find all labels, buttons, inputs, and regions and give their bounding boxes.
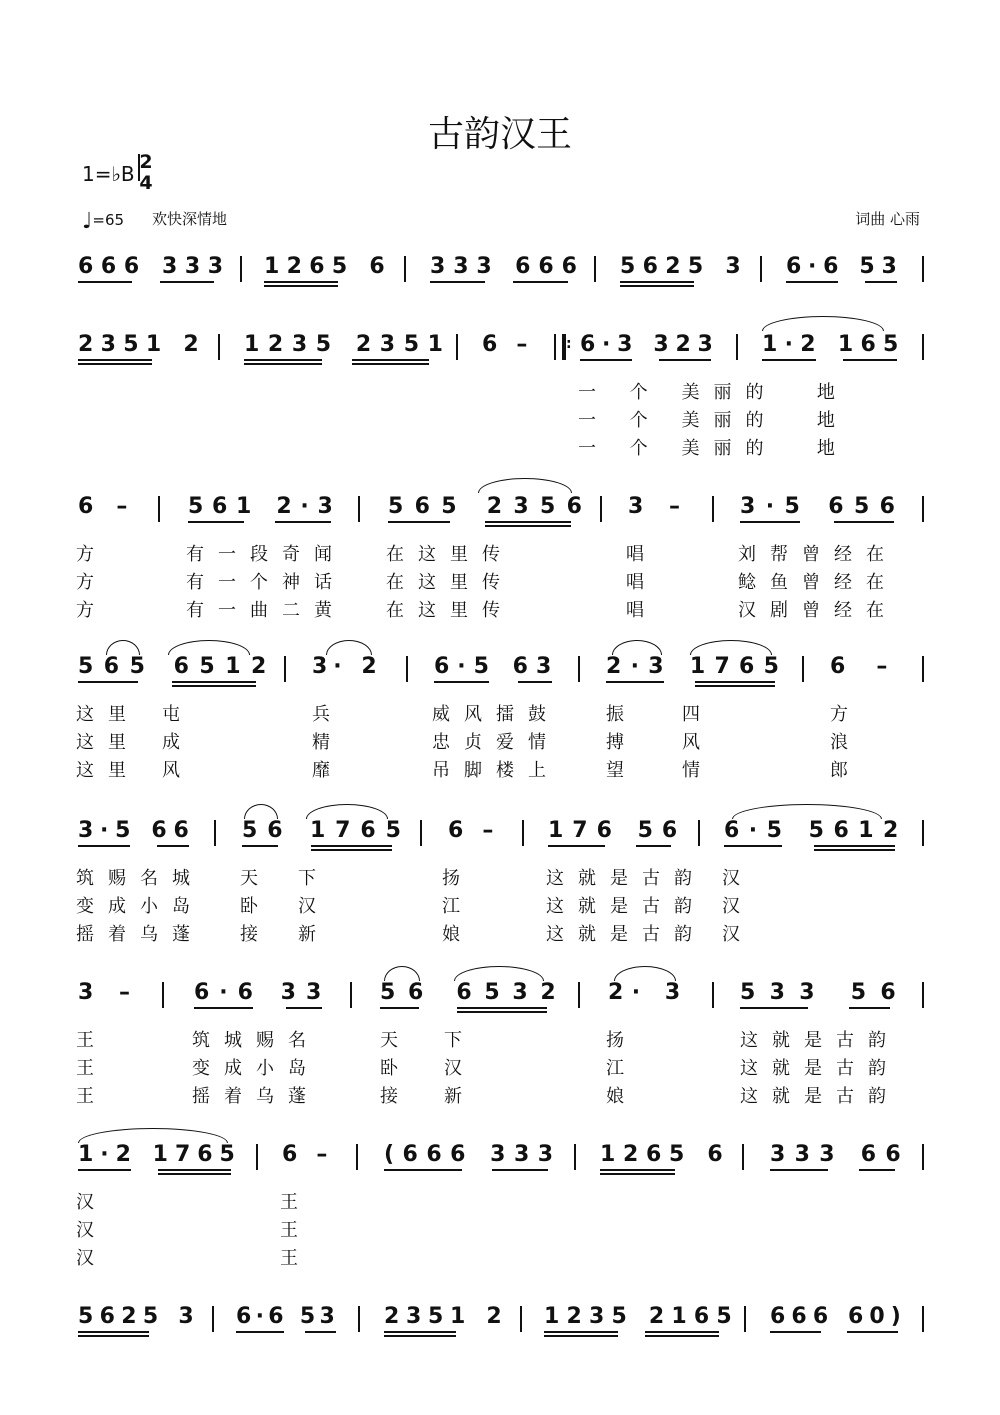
- lyric-word: 汉: [722, 924, 754, 945]
- barline: [522, 820, 524, 846]
- beam-line: [78, 1331, 149, 1333]
- measure: 6 –: [830, 654, 900, 679]
- slur-mark: [306, 804, 388, 819]
- notation-row: [0, 332, 1000, 366]
- beam-line: [311, 849, 393, 851]
- lyric-word: 在这里传: [386, 544, 514, 565]
- slur-mark: [762, 316, 884, 331]
- measure: 5625 3: [78, 1304, 200, 1329]
- lyric-word: 风: [162, 760, 194, 781]
- lyric-word: 汉: [76, 1220, 108, 1241]
- lyric-word: 方: [76, 544, 108, 565]
- barline: [350, 982, 352, 1008]
- measure: (666 333: [384, 1142, 562, 1167]
- notation-row: [0, 1304, 1000, 1338]
- barline: [158, 496, 160, 522]
- barline: [760, 256, 762, 282]
- beam-line: [695, 681, 775, 683]
- notation-row: [0, 254, 1000, 288]
- barline: [712, 496, 714, 522]
- beam-line: [172, 685, 256, 687]
- barline: [922, 256, 924, 282]
- measure: 6·5 63: [434, 654, 560, 679]
- slur-mark: [384, 966, 420, 981]
- slur-mark: [326, 640, 372, 655]
- barline: [574, 1144, 576, 1170]
- beam-line: [275, 521, 331, 523]
- slur-mark: [612, 640, 662, 655]
- measure: 6·6 33: [194, 980, 332, 1005]
- beam-line: [78, 363, 152, 365]
- beam-line: [847, 1331, 898, 1333]
- slur-mark: [690, 640, 772, 655]
- lyric-word: 有一段奇闻: [186, 544, 346, 565]
- beam-line: [158, 1169, 231, 1171]
- slur-mark: [454, 966, 544, 981]
- time-signature: [136, 152, 156, 194]
- measure: 2·3 1765: [606, 654, 789, 679]
- barline: [212, 1306, 214, 1332]
- lyric-word: 变成小岛: [76, 896, 204, 917]
- lyric-word: 望: [606, 760, 638, 781]
- tempo-value: =65: [92, 211, 125, 229]
- lyric-word: 风: [682, 732, 714, 753]
- measure: 5625 3: [620, 254, 748, 279]
- lyric-word: 汉: [722, 868, 754, 889]
- measure: 666 60): [770, 1304, 907, 1329]
- lyric-word: 汉: [76, 1192, 108, 1213]
- lyric-word: 筑赐名城: [76, 868, 204, 889]
- lyric-word: 王: [76, 1058, 108, 1079]
- beam-line: [600, 1169, 675, 1171]
- measure: 565 2356: [388, 494, 594, 519]
- slur-mark: [732, 804, 882, 819]
- lyric-word: 接: [380, 1086, 412, 1107]
- lyric-word: 刘帮曾经在: [738, 544, 898, 565]
- beam-line: [78, 845, 130, 847]
- beam-line: [78, 281, 132, 283]
- time-signature-top: 2: [139, 151, 153, 173]
- beam-line: [236, 1331, 284, 1333]
- beam-line: [695, 685, 775, 687]
- beam-line: [157, 845, 190, 847]
- lyric-word: 有一曲二黄: [186, 600, 346, 621]
- beam-line: [620, 285, 694, 287]
- lyric-word: 卧: [240, 896, 272, 917]
- lyric-word: 下: [444, 1030, 476, 1051]
- lyric-word: 唱: [626, 600, 658, 621]
- barline: [744, 1306, 746, 1332]
- barline: [214, 820, 216, 846]
- lyric-word: 新: [444, 1086, 476, 1107]
- measure: 1235 2351: [244, 332, 452, 357]
- measure: 1·2 1765: [78, 1142, 242, 1167]
- beam-line: [311, 845, 393, 847]
- barline: [578, 982, 580, 1008]
- measure: 6·3 323: [580, 332, 720, 357]
- lyric-word: 变成小岛: [192, 1058, 320, 1079]
- lyric-word: 这就是古韵: [740, 1058, 900, 1079]
- beam-line: [770, 1169, 828, 1171]
- expression-marking: 欢快深情地: [152, 210, 228, 228]
- beam-line: [485, 525, 571, 527]
- lyric-word: 鲶鱼曾经在: [738, 572, 898, 593]
- slur-mark: [168, 640, 250, 655]
- barline: [802, 656, 804, 682]
- measure: 561 2·3: [188, 494, 342, 519]
- beam-line: [770, 1331, 821, 1333]
- lyric-word: 方: [830, 704, 862, 725]
- beam-line: [620, 281, 694, 283]
- notation-row: [0, 980, 1000, 1014]
- lyric-word: 汉: [722, 896, 754, 917]
- beam-line: [384, 1169, 462, 1171]
- beam-line: [78, 359, 152, 361]
- beam-line: [158, 1173, 231, 1175]
- lyric-word: 娘: [606, 1086, 638, 1107]
- barline: [922, 656, 924, 682]
- lyric-word: 这里: [76, 732, 140, 753]
- lyric-word: 郎: [830, 760, 862, 781]
- measure: 1265 6: [264, 254, 392, 279]
- barline: [240, 256, 242, 282]
- lyric-word: 王: [280, 1220, 312, 1241]
- lyric-word: 摇着乌蓬: [192, 1086, 320, 1107]
- beam-line: [380, 1007, 419, 1009]
- beam-line: [78, 1169, 131, 1171]
- lyric-word: 汉剧曾经在: [738, 600, 898, 621]
- measure: 3·5 656: [740, 494, 906, 519]
- beam-line: [188, 521, 244, 523]
- measure: 565 6512: [78, 654, 277, 679]
- measure: 1·2 165: [762, 332, 906, 357]
- lyric-word: 这就是古韵: [546, 868, 706, 889]
- beam-line: [849, 1007, 889, 1009]
- barline: [922, 1144, 924, 1170]
- barline: [356, 1144, 358, 1170]
- time-signature-bottom: 4: [139, 172, 153, 194]
- notation-row: [0, 818, 1000, 852]
- barline: [922, 820, 924, 846]
- beam-line: [843, 359, 897, 361]
- tempo-marking: [82, 206, 125, 234]
- slur-mark: [106, 640, 140, 655]
- lyric-word: 这里: [76, 704, 140, 725]
- lyric-word: 唱: [626, 572, 658, 593]
- lyric-word: 这里: [76, 760, 140, 781]
- lyric-word: 在这里传: [386, 572, 514, 593]
- beam-line: [430, 281, 485, 283]
- lyric-word: 王: [280, 1248, 312, 1269]
- lyric-word: 卧: [380, 1058, 412, 1079]
- lyric-word: 这就是古韵: [546, 924, 706, 945]
- barline: [218, 334, 220, 360]
- lyric-word: 新: [298, 924, 330, 945]
- beam-line: [244, 359, 322, 361]
- beam-line: [78, 1335, 149, 1337]
- beam-line: [548, 845, 605, 847]
- beam-line: [636, 845, 671, 847]
- beam-line: [264, 285, 338, 287]
- lyric-word: 屯: [162, 704, 194, 725]
- slur-mark: [78, 1128, 228, 1143]
- measure: 6 –: [282, 1142, 334, 1167]
- beam-line: [645, 1335, 719, 1337]
- measure: 6·6 53: [236, 1304, 340, 1329]
- lyric-word: 汉: [444, 1058, 476, 1079]
- beam-line: [172, 681, 256, 683]
- measure: 3· 2: [312, 654, 383, 679]
- measure: 3 –: [78, 980, 139, 1005]
- lyric-word: 扬: [442, 868, 474, 889]
- lyric-word: 唱: [626, 544, 658, 565]
- barline: [358, 1306, 360, 1332]
- lyric-word: 下: [298, 868, 330, 889]
- beam-line: [786, 281, 838, 283]
- beam-line: [865, 281, 898, 283]
- notation-row: [0, 1142, 1000, 1176]
- lyric-word: 搏: [606, 732, 638, 753]
- measure: 6·6 53: [786, 254, 904, 279]
- barline: [922, 1306, 924, 1332]
- lyric-word: 四: [682, 704, 714, 725]
- lyric-word: 天: [240, 868, 272, 889]
- beam-line: [762, 359, 816, 361]
- beam-line: [485, 521, 571, 523]
- measure: 6 –: [448, 818, 500, 843]
- measure: 533 56: [740, 980, 910, 1005]
- beam-line: [194, 1007, 253, 1009]
- measure: 2351 2: [384, 1304, 509, 1329]
- barline: [742, 1144, 744, 1170]
- lyric-word: 方: [76, 600, 108, 621]
- beam-line: [305, 1331, 335, 1333]
- notation-row: [0, 654, 1000, 688]
- beam-line: [814, 849, 895, 851]
- slur-mark: [244, 804, 278, 819]
- beam-line: [859, 1169, 894, 1171]
- lyric-word: 江: [442, 896, 474, 917]
- barline: [520, 1306, 522, 1332]
- beam-line: [544, 1335, 618, 1337]
- lyric-word: 方: [76, 572, 108, 593]
- lyric-word: 成: [162, 732, 194, 753]
- barline: [922, 496, 924, 522]
- beam-line: [78, 681, 138, 683]
- notation-row: [0, 494, 1000, 528]
- measure: 2· 3: [608, 980, 689, 1005]
- barline: [922, 982, 924, 1008]
- repeat-dot: :: [566, 336, 572, 352]
- beam-line: [457, 1007, 547, 1009]
- measure: 1265 6: [600, 1142, 731, 1167]
- measure: 6 –: [482, 332, 534, 357]
- beam-line: [244, 363, 322, 365]
- measure: 176 56: [548, 818, 687, 843]
- barline: [578, 656, 580, 682]
- barline: [358, 496, 360, 522]
- lyric-word: 在这里传: [386, 600, 514, 621]
- lyric-line: 一 个 美丽的 地: [578, 382, 849, 403]
- lyric-word: 娘: [442, 924, 474, 945]
- beam-line: [434, 681, 489, 683]
- lyric-word: 王: [280, 1192, 312, 1213]
- beam-line: [457, 1011, 547, 1013]
- beam-line: [352, 359, 430, 361]
- lyric-word: 摇着乌蓬: [76, 924, 204, 945]
- barline: [736, 334, 738, 360]
- barline: [404, 256, 406, 282]
- beam-line: [492, 1169, 548, 1171]
- barline: [698, 820, 700, 846]
- lyric-word: 有一个神话: [186, 572, 346, 593]
- measure: 333 666: [430, 254, 585, 279]
- lyric-word: 浪: [830, 732, 862, 753]
- lyric-word: 忠贞爱情: [432, 732, 560, 753]
- beam-line: [384, 1331, 456, 1333]
- beam-line: [814, 845, 895, 847]
- beam-line: [544, 1331, 618, 1333]
- barline: [922, 334, 924, 360]
- barline: [594, 256, 596, 282]
- measure: 1235 2165: [544, 1304, 739, 1329]
- beam-line: [606, 681, 664, 683]
- beam-line: [724, 845, 782, 847]
- lyric-word: 筑城赐名: [192, 1030, 320, 1051]
- lyric-word: 这就是古韵: [546, 896, 706, 917]
- measure: 666 333: [78, 254, 231, 279]
- lyric-line: 一 个 美丽的 地: [578, 410, 849, 431]
- lyric-word: 这就是古韵: [740, 1030, 900, 1051]
- barline: [420, 820, 422, 846]
- measure: 6·5 5612: [724, 818, 908, 843]
- quarter-note-icon: ♩: [82, 209, 93, 234]
- beam-line: [740, 521, 800, 523]
- key-signature: 1=♭B: [82, 162, 135, 186]
- barline: [406, 656, 408, 682]
- measure: 333 66: [770, 1142, 910, 1167]
- measure: 2351 2: [78, 332, 206, 357]
- lyric-word: 情: [682, 760, 714, 781]
- measure: 56 1765: [242, 818, 411, 843]
- lyric-word: 扬: [606, 1030, 638, 1051]
- beam-line: [645, 1331, 719, 1333]
- lyric-word: 汉: [298, 896, 330, 917]
- beam-line: [352, 363, 430, 365]
- beam-line: [740, 1007, 808, 1009]
- barline: [162, 982, 164, 1008]
- lyric-word: 振: [606, 704, 638, 725]
- lyric-word: 接: [240, 924, 272, 945]
- beam-line: [388, 521, 450, 523]
- credit-line: 词曲 心雨: [855, 210, 920, 228]
- beam-line: [518, 681, 552, 683]
- beam-line: [242, 845, 278, 847]
- barline: [712, 982, 714, 1008]
- beam-line: [384, 1335, 456, 1337]
- barline: [456, 334, 458, 360]
- slur-mark: [478, 478, 572, 493]
- beam-line: [264, 281, 338, 283]
- lyric-word: 天: [380, 1030, 412, 1051]
- lyric-word: 汉: [76, 1248, 108, 1269]
- beam-line: [160, 281, 214, 283]
- lyric-word: 王: [76, 1030, 108, 1051]
- lyric-word: 靡: [312, 760, 344, 781]
- lyric-word: 江: [606, 1058, 638, 1079]
- barline: [600, 496, 602, 522]
- lyric-word: 这就是古韵: [740, 1086, 900, 1107]
- barline: [256, 1144, 258, 1170]
- slur-mark: [614, 966, 676, 981]
- measure: 56 6532: [380, 980, 569, 1005]
- lyric-word: 吊脚楼上: [432, 760, 560, 781]
- lyric-word: 兵: [312, 704, 344, 725]
- beam-line: [580, 359, 632, 361]
- measure: 3 –: [628, 494, 689, 519]
- song-title: 古韵汉王: [427, 114, 572, 155]
- lyric-word: 王: [76, 1086, 108, 1107]
- beam-line: [286, 1007, 322, 1009]
- lyric-word: 精: [312, 732, 344, 753]
- beam-line: [659, 359, 711, 361]
- beam-line: [834, 521, 894, 523]
- lyric-word: 威风擂鼓: [432, 704, 560, 725]
- repeat-barline: [554, 334, 566, 360]
- beam-line: [600, 1173, 675, 1175]
- barline: [284, 656, 286, 682]
- beam-line: [513, 281, 568, 283]
- lyric-line: 一 个 美丽的 地: [578, 438, 849, 459]
- measure: 3·5 66: [78, 818, 196, 843]
- measure: 6 –: [78, 494, 136, 519]
